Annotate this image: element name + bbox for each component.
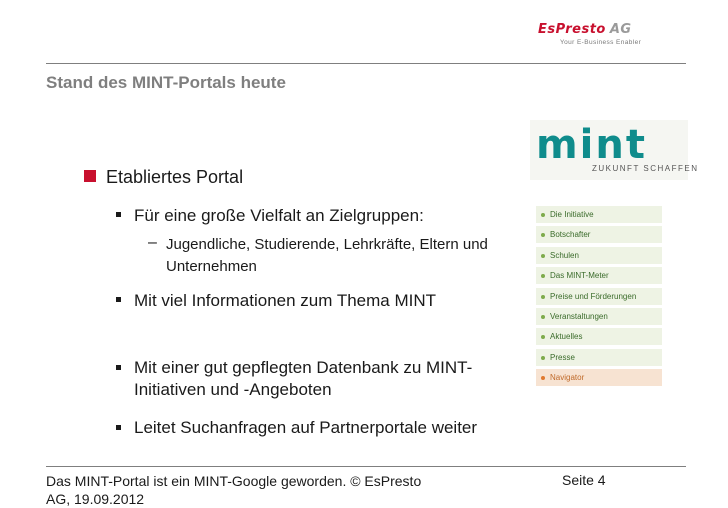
mint-logo-image (530, 120, 699, 180)
espresto-logo (538, 22, 688, 52)
nav-item-aktuelles[interactable] (536, 327, 662, 345)
footer-text: Das MINT-Portal ist ein MINT-Google geworden. © EsPresto AG, 19.09.2012 (46, 473, 422, 507)
nav-item-veranstaltungen[interactable] (536, 307, 662, 325)
nav-label: Veranstaltungen (550, 311, 608, 321)
nav-dot-icon (541, 335, 545, 339)
bullet-text: Für eine große Vielfalt an Zielgruppen: (134, 206, 424, 225)
nav-label: Aktuelles (550, 332, 583, 342)
logo-tagline: Your E-Business Enabler (560, 39, 642, 46)
bullet-text: Mit viel Informationen zum Thema MINT (134, 291, 436, 310)
nav-item-die-initiative[interactable] (536, 205, 662, 223)
bullet-square-icon (116, 425, 121, 430)
mint-logo-text: mint (536, 122, 647, 168)
nav-dot-icon (541, 274, 545, 278)
nav-item-botschafter[interactable] (536, 225, 662, 243)
nav-item-schulen[interactable] (536, 246, 662, 264)
mint-nav-menu (536, 205, 662, 389)
nav-dot-icon (541, 254, 545, 258)
logo-suffix: AG (609, 22, 632, 37)
slide-title: Stand des MINT-Portals heute (46, 73, 286, 92)
mint-tagline: ZUKUNFT SCHAFFEN (592, 164, 699, 173)
nav-dot-icon (541, 233, 545, 237)
bullet-text: Leitet Suchanfragen auf Partnerportale weiter (134, 418, 478, 437)
sub-bullet-text: Jugendliche, Studierende, Lehrkräfte, Eltern und Unternehmen (166, 236, 488, 275)
bullet-square-icon (116, 212, 121, 217)
nav-dot-icon (541, 376, 545, 380)
nav-label: Presse (550, 352, 575, 362)
nav-dot-icon (541, 356, 545, 360)
logo-main-text: EsPresto (538, 22, 606, 37)
bullet-text: Mit einer gut gepflegten Datenbank zu MINT-Initiativen und -Angeboten (134, 358, 473, 399)
nav-item-preise[interactable] (536, 287, 662, 305)
footer-divider (46, 466, 686, 467)
nav-label: Das MINT-Meter (550, 271, 609, 281)
nav-dot-icon (541, 315, 545, 319)
level1-text: Etabliertes Portal (106, 167, 244, 187)
nav-label: Schulen (550, 250, 579, 260)
nav-dot-icon (541, 213, 545, 217)
page-number: Seite 4 (562, 472, 606, 488)
nav-label: Die Initiative (550, 210, 594, 219)
level1-bullet-icon (84, 170, 96, 182)
nav-label: Preise und Förderungen (550, 291, 637, 301)
nav-item-navigator[interactable] (536, 368, 662, 386)
bullet-square-icon (116, 365, 121, 370)
dash-bullet-icon: – (148, 234, 157, 251)
nav-dot-icon (541, 295, 545, 299)
nav-label: Navigator (550, 373, 585, 383)
nav-item-mint-meter[interactable] (536, 266, 662, 284)
nav-item-presse[interactable] (536, 348, 662, 366)
header-divider (46, 63, 686, 64)
bullet-square-icon (116, 297, 121, 302)
nav-label: Botschafter (550, 230, 591, 240)
